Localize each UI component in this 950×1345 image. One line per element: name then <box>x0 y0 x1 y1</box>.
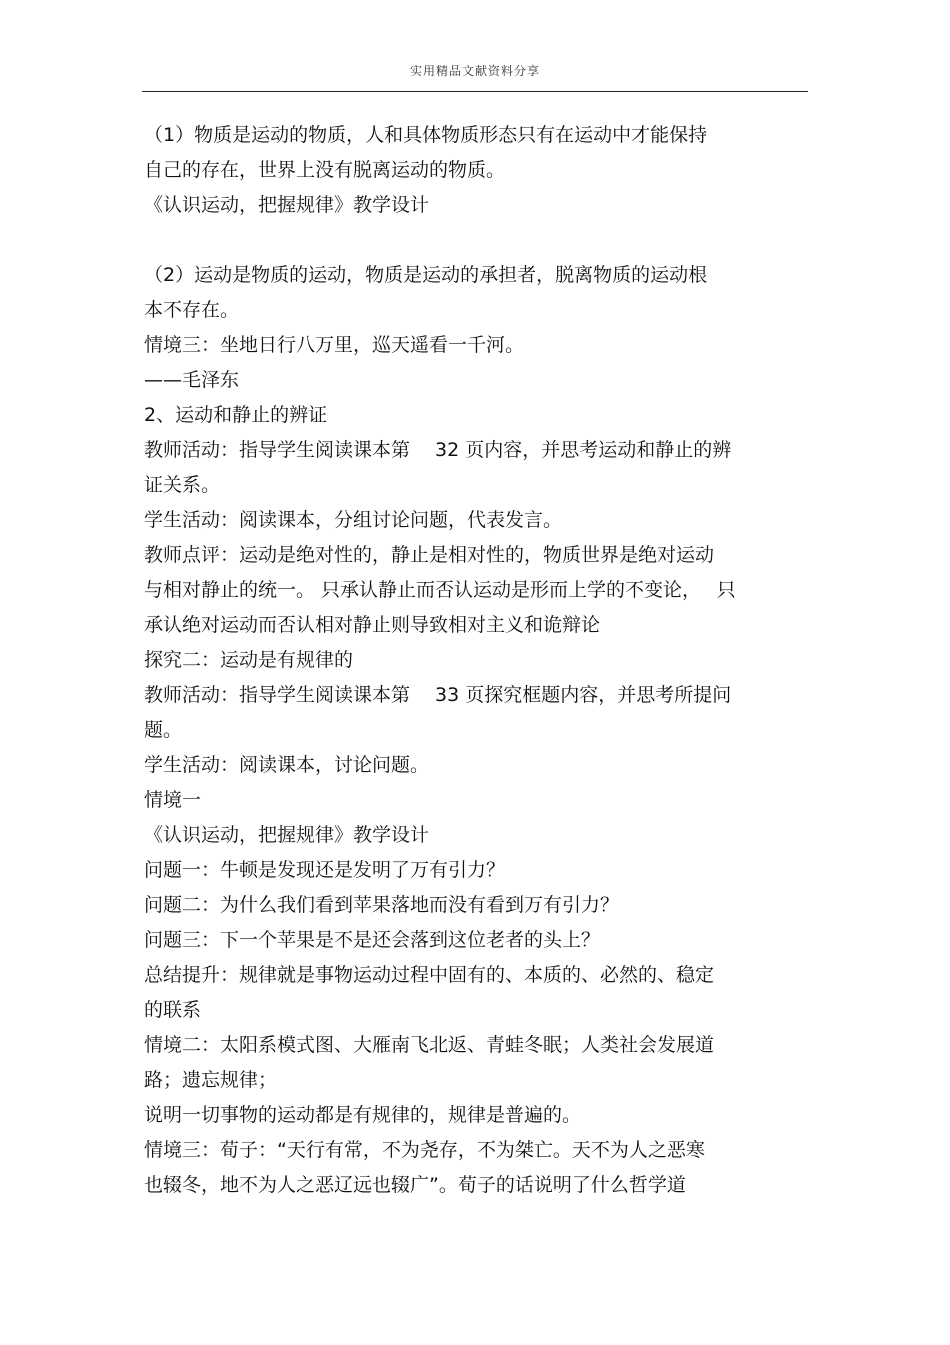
blank-line <box>144 223 824 258</box>
section-heading: 2、运动和静止的辨证 <box>144 404 328 426</box>
text-line: 也辍冬，地不为人之恶辽远也辍广”。荀子的话说明了什么哲学道 <box>144 1174 686 1196</box>
text-line: 情境三：坐地日行八万里，巡天遥看一千河。 <box>144 334 525 356</box>
document-body <box>144 118 824 1203</box>
text-line: ——毛泽东 <box>144 369 240 391</box>
text-line: 的联系 <box>144 999 202 1021</box>
text-line: 问题一：牛顿是发现还是发明了万有引力？ <box>144 859 506 881</box>
text-line: 《认识运动，把握规律》教学设计 <box>144 824 430 846</box>
section-heading: 探究二：运动是有规律的 <box>144 649 354 671</box>
text-line: 证关系。 <box>144 474 221 496</box>
text-line: 承认绝对运动而否认相对静止则导致相对主义和诡辩论 <box>144 614 601 636</box>
text-line: 与相对静止的统一。 只承认静止而否认运动是形而上学的不变论， 只 <box>144 579 736 601</box>
text-line: 教师点评：运动是绝对性的，静止是相对性的，物质世界是绝对运动 <box>144 544 715 566</box>
text-line: 问题二：为什么我们看到苹果落地而没有看到万有引力？ <box>144 894 620 916</box>
text-line: 学生活动：阅读课本，分组讨论问题，代表发言。 <box>144 509 563 531</box>
text-line: 题。 <box>144 719 183 741</box>
header-divider <box>142 91 808 92</box>
text-line: 教师活动：指导学生阅读课本第 32 页内容，并思考运动和静止的辨 <box>144 439 732 461</box>
text-line: 学生活动：阅读课本，讨论问题。 <box>144 754 430 776</box>
text-line: 总结提升：规律就是事物运动过程中固有的、本质的、必然的、稳定 <box>144 964 715 986</box>
text-line: （1）物质是运动的物质，人和具体物质形态只有在运动中才能保持 <box>144 124 708 146</box>
text-line: （2）运动是物质的运动，物质是运动的承担者，脱离物质的运动根 <box>144 264 708 286</box>
text-line: 说明一切事物的运动都是有规律的，规律是普遍的。 <box>144 1104 582 1126</box>
text-line: 教师活动：指导学生阅读课本第 33 页探究框题内容，并思考所提问 <box>144 684 732 706</box>
text-line: 情境三：荀子：“天行有常，不为尧存，不为桀亡。天不为人之恶寒 <box>144 1139 705 1161</box>
text-line: 《认识运动，把握规律》教学设计 <box>144 194 430 216</box>
text-line: 问题三：下一个苹果是不是还会落到这位老者的头上？ <box>144 929 601 951</box>
page-header: 实用精品文献资料分享 <box>409 64 540 78</box>
text-line: 情境二：太阳系模式图、大雁南飞北返、青蛙冬眠；人类社会发展道 <box>144 1034 715 1056</box>
text-line: 路；遗忘规律； <box>144 1069 278 1091</box>
text-line: 本不存在。 <box>144 299 240 321</box>
text-line: 情境一 <box>144 789 202 811</box>
text-line: 自己的存在，世界上没有脱离运动的物质。 <box>144 159 506 181</box>
